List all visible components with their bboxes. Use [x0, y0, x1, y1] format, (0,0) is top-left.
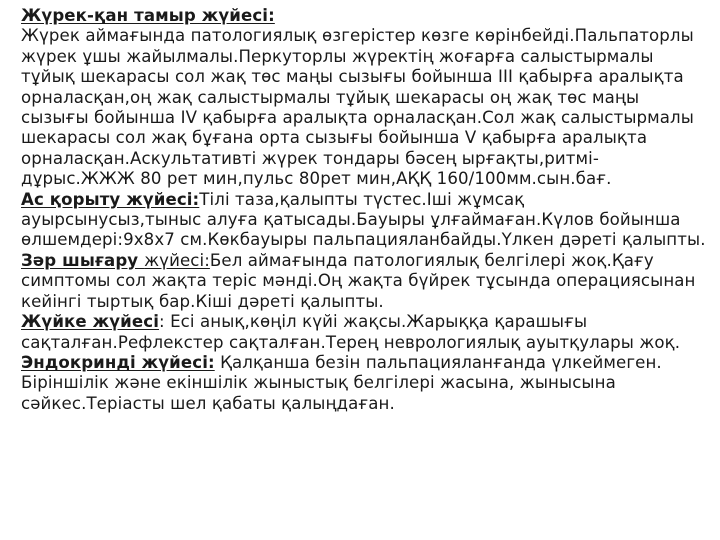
nervous-body: Есі анық,көңіл күйі жақсы.Жарыққа қарашығы сақталған.Рефлекстер сақталған.Терең неврологиялық ауытқулары жоқ. — [21, 312, 681, 352]
nervous-section — [21, 312, 706, 353]
urinary-heading-rest: жүйесі: — [144, 250, 210, 270]
digestive-body: Тілі таза,қалыпты түстес.Іші жұмсақ ауырсынусыз,тыныс алуға қатысады.Бауыры ұлғаймаған.Күлов бойынша өлшемдері:9х8х7 см.Көкбауыры пальпацияланбайды.Үлкен дәреті қалыпты. — [21, 189, 706, 250]
document-text — [21, 6, 706, 414]
cardio-section — [21, 6, 706, 190]
cardio-body: Жүрек аймағында патологиялық өзгерістер көзге көрінбейді.Пальпаторлы жүрек ұшы жайылмалы.Перкуторлы жүректің жоғарға салыстырмалы тұйық шекарасы сол жақ төс маңы сызығы бойынша III қабырға аралықта орналасқан,оң жақ салыстырмалы тұйық шекарасы оң жақ төс маңы сызығы бойынша IV қабырға аралықта орналасқан.Сол жақ салыстырмалы шекарасы сол жақ бұғана орта сызығы бойынша V қабырға аралықта орналасқан.Аскультативті жүрек тондары бәсең ырғақты,ритмі-дұрыс.ЖЖЖ 80 рет мин,пульс 80рет мин,АҚҚ 160/100мм.сын.бағ. — [21, 26, 694, 189]
digestive-heading: Ас қорыту жүйесі: — [21, 189, 200, 209]
urinary-body: Бел аймағында патологиялық белгілері жоқ.Қағу симптомы сол жақта теріс мәнді.Оң жақта бүйрек тұсында операциясынан кейінгі тыртық бар.Кіші дәреті қалыпты. — [21, 250, 696, 311]
endocrine-section — [21, 353, 706, 414]
digestive-section — [21, 190, 706, 251]
nervous-heading: Жүйке жүйесі — [21, 312, 159, 332]
cardio-heading: Жүрек-қан тамыр жүйесі: — [21, 6, 275, 25]
urinary-section — [21, 251, 706, 312]
urinary-heading: Зәр шығару — [21, 250, 145, 270]
endocrine-body: Қалқанша безін пальпацияланғанда үлкеймеген. Біріншілік және екіншілік жыныстық белгілері жасына, жыныcына сәйкес.Теріасты шел қабаты қалыңдаған. — [21, 352, 662, 413]
endocrine-heading: Эндокринді жүйесі: — [21, 352, 215, 372]
nervous-colon: : — [159, 312, 165, 332]
